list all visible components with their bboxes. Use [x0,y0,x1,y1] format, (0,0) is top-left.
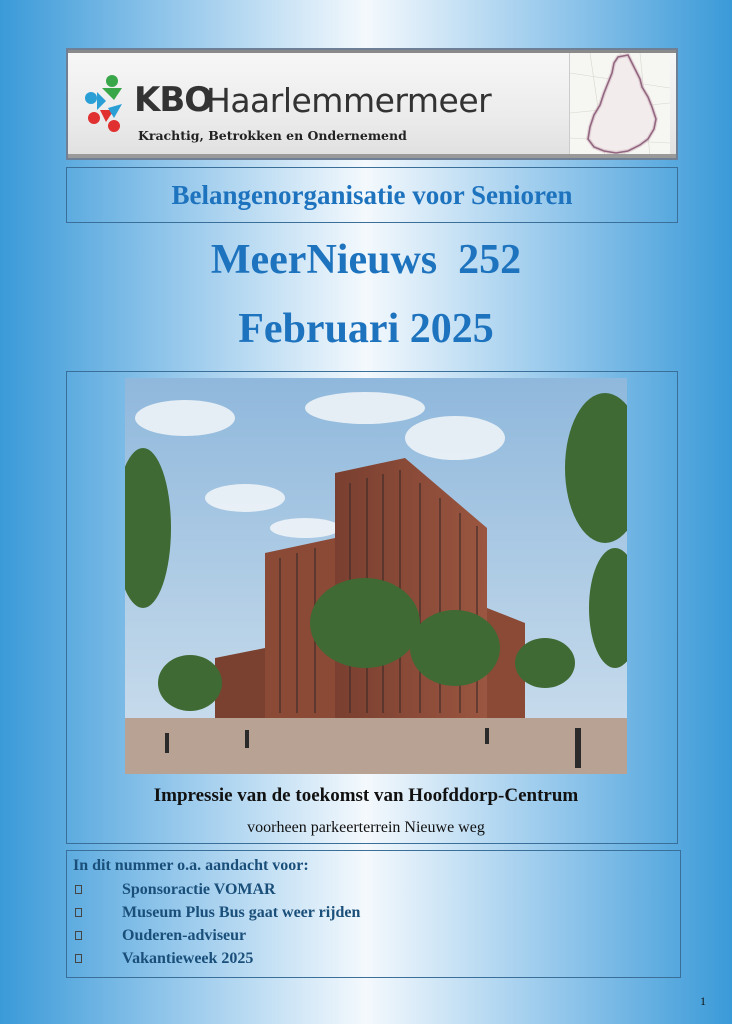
page-number: 1 [700,994,706,1008]
bullet-icon [75,885,82,894]
haarlemmermeer-map [569,53,670,156]
cover-photo [125,378,627,774]
region-map-icon [570,53,670,156]
logo-abbreviation: KBO [134,80,213,120]
organisation-subtitle: Belangenorganisatie voor Senioren [171,179,573,210]
header-bottom-border [68,154,676,158]
subtitle-box [66,167,678,223]
cover-image-subcaption: voorheen parkeerterrein Nieuwe weg [247,819,485,836]
list-item-label: Vakantieweek 2025 [122,949,254,967]
contents-title: In dit nummer o.a. aandacht voor: [73,857,309,874]
bullet-icon [75,908,82,917]
contents-box [66,850,681,978]
bullet-icon [75,954,82,963]
bullet-icon [75,931,82,940]
list-item [73,924,680,947]
list-item-label: Ouderen-adviseur [122,926,247,944]
issue-date: Februari 2025 [238,306,494,352]
list-item [73,878,680,901]
logo-organisation-name: Haarlemmermeer [206,81,492,120]
cover-image-caption: Impressie van de toekomst van Hoofddorp-Centrum [153,785,579,806]
issue-title: MeerNieuws 252 [210,237,522,283]
logo-tagline: Krachtig, Betrokken en Ondernemend [138,128,407,143]
list-item [73,901,680,924]
kbo-logo-icon [84,74,134,136]
list-item [73,947,680,970]
header-banner [66,48,678,160]
list-item-label: Museum Plus Bus gaat weer rijden [122,903,361,921]
list-item-label: Sponsoractie VOMAR [122,880,276,898]
